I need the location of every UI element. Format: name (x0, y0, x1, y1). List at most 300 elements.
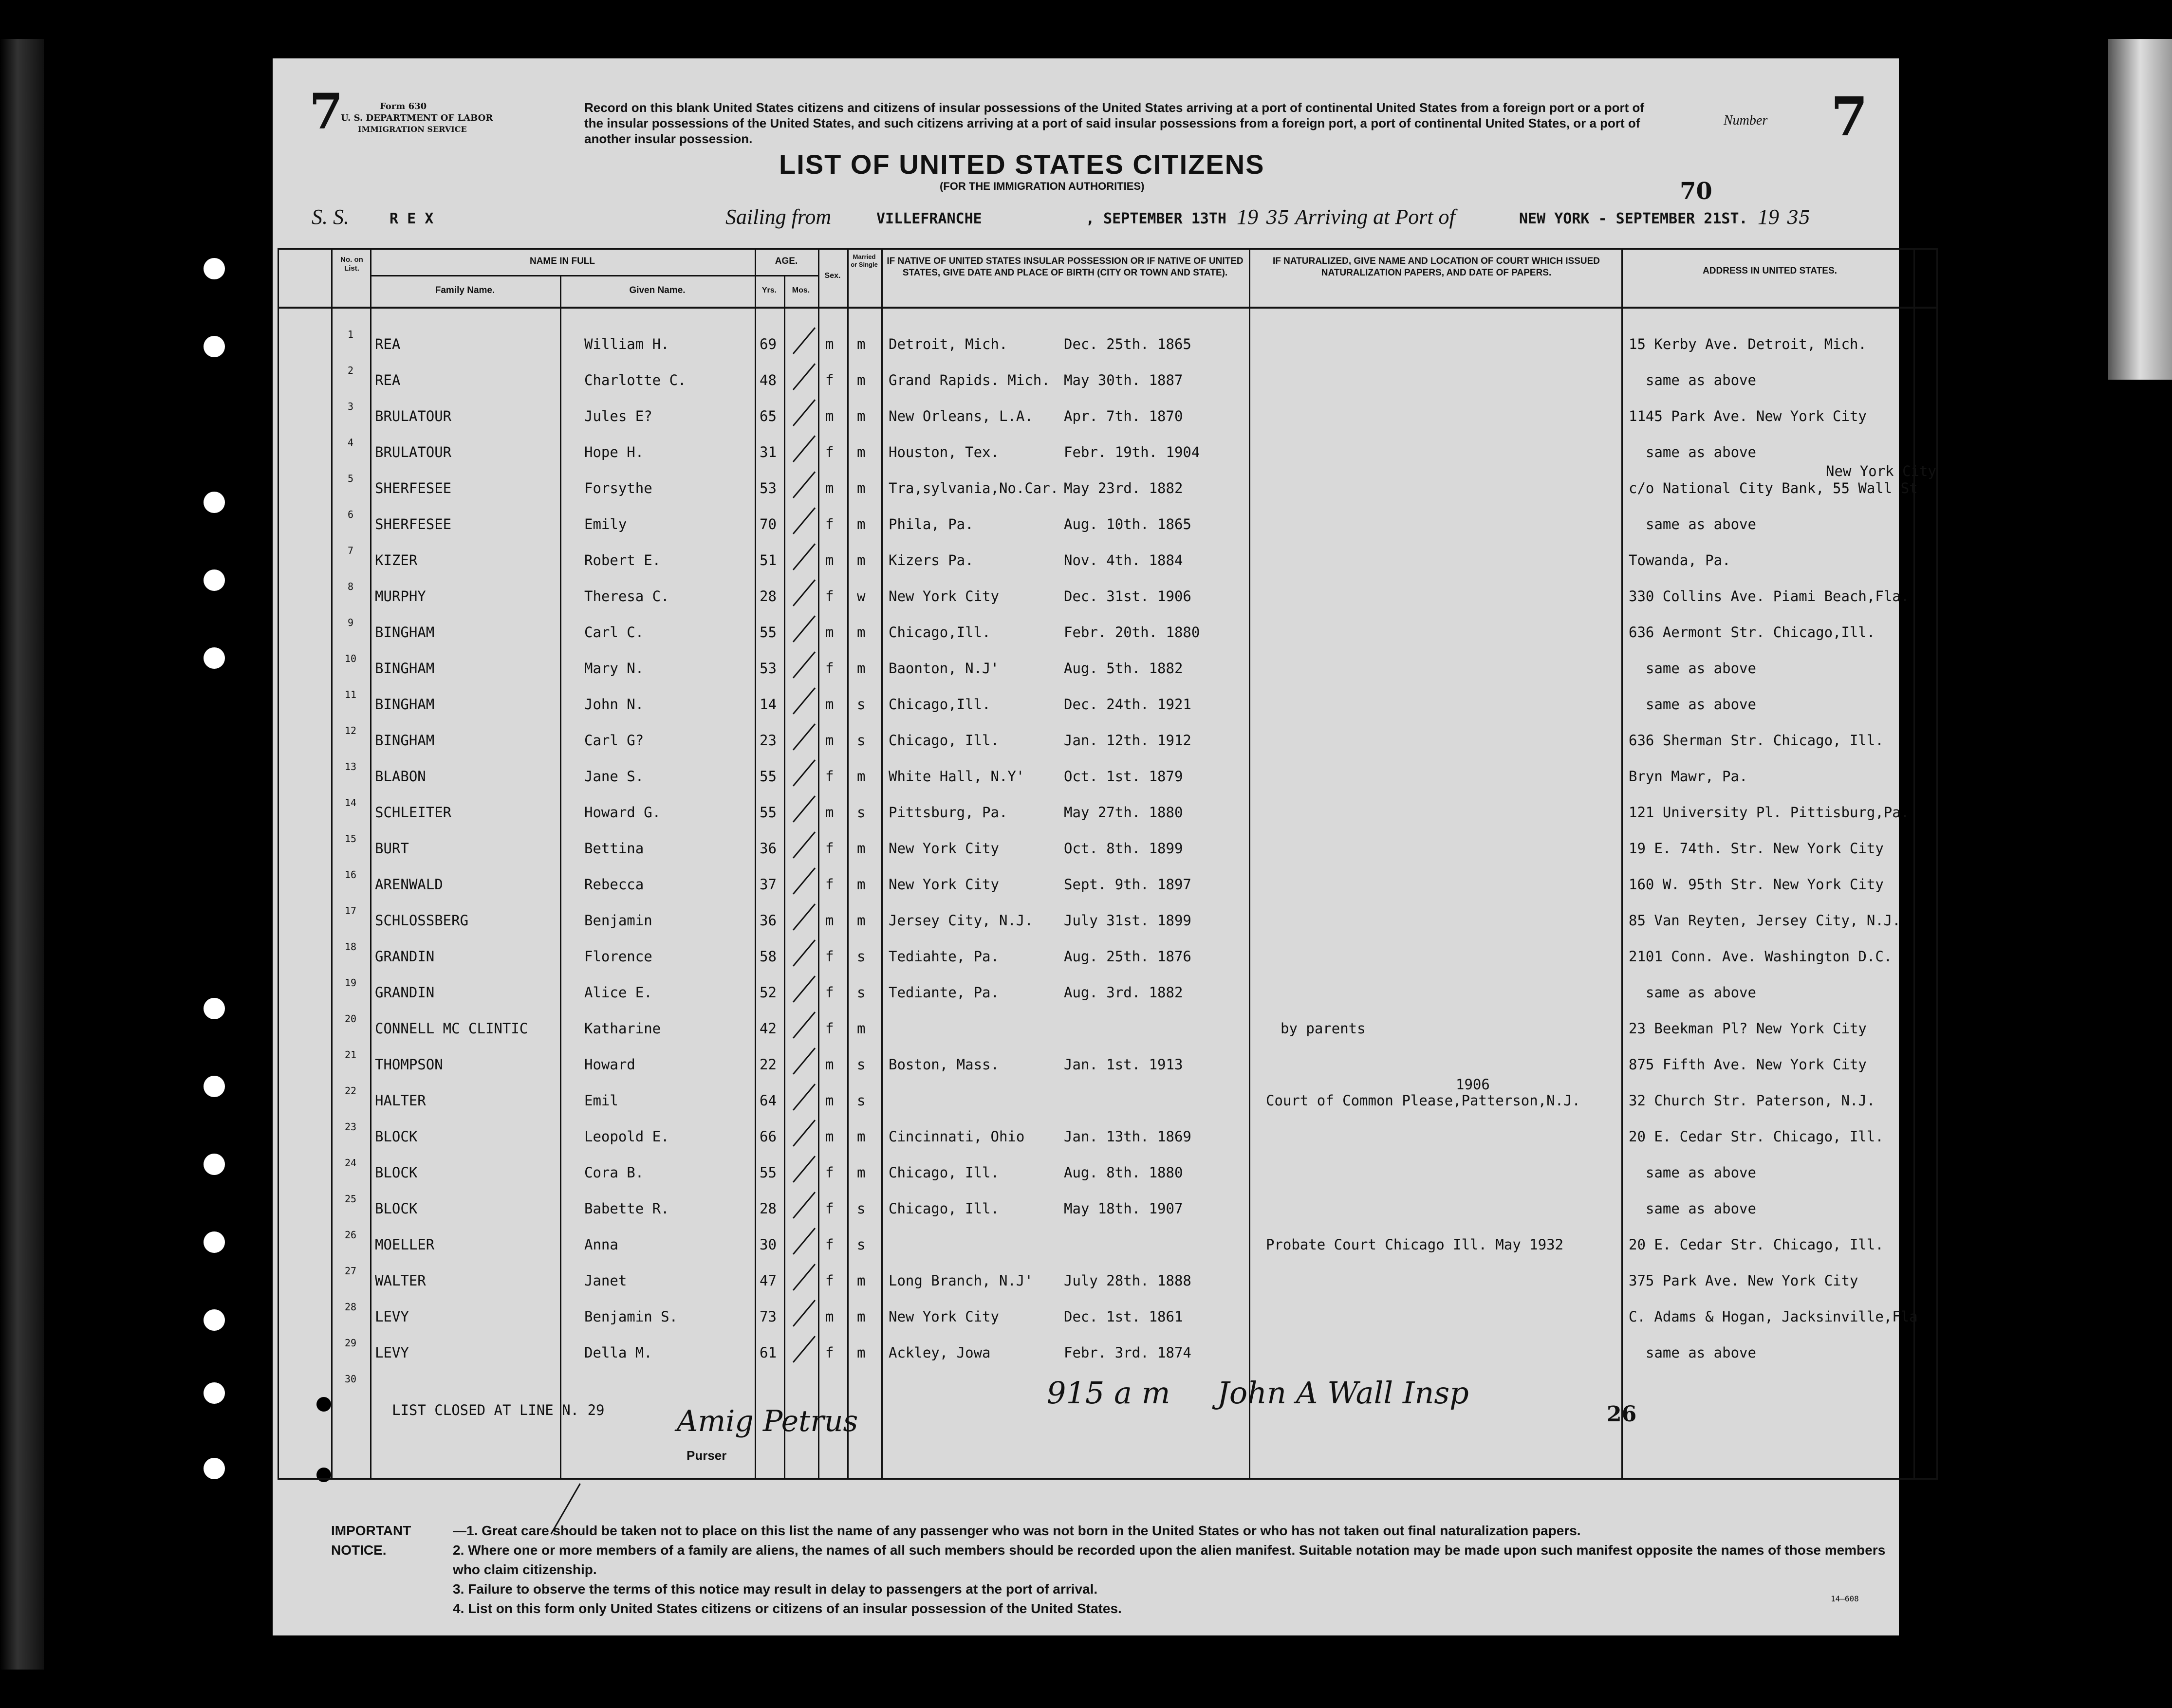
cell-ms: m (857, 1128, 866, 1145)
cell-place: Jersey City, N.J. (889, 912, 1033, 929)
cell-date: Febr. 20th. 1880 (1064, 624, 1200, 641)
cell-place: Chicago,Ill. (889, 624, 991, 641)
cell-given: John N. (584, 696, 644, 713)
cell-sex: m (825, 696, 834, 713)
cell-yrs: 69 (760, 336, 777, 352)
cell-addr: same as above (1646, 516, 1756, 533)
number-value: 7 (1831, 85, 1868, 148)
name-subheader-line (370, 275, 755, 276)
cell-given: Della M. (584, 1344, 652, 1361)
arriving-label: Arriving at Port of (1295, 205, 1455, 229)
cell-place: Kizers Pa. (889, 552, 974, 569)
cell-place: New York City (889, 876, 999, 893)
cell-date: Jan. 13th. 1869 (1064, 1128, 1191, 1145)
table-header-divider (278, 307, 1938, 309)
table-border-top (278, 248, 1938, 250)
cell-addr: same as above (1646, 696, 1756, 713)
cell-addr: 19 E. 74th. Str. New York City (1629, 840, 1884, 857)
binder-hole (204, 1309, 225, 1331)
cell-no: 17 (344, 905, 357, 917)
binder-hole (204, 336, 225, 357)
cell-place: Tediahte, Pa. (889, 948, 999, 965)
cell-given: Benjamin S. (584, 1308, 678, 1325)
year1-prefix: 19 (1237, 205, 1258, 229)
cell-given: Forsythe (584, 480, 652, 496)
cell-given: Babette R. (584, 1200, 669, 1217)
cell-given: Emily (584, 516, 627, 533)
check-mark (793, 327, 816, 354)
cell-ms: s (857, 1056, 866, 1073)
cell-nat-extra: 1906 (1456, 1076, 1490, 1093)
cell-given: Mary N. (584, 660, 644, 677)
col-header-yrs: Yrs. (761, 286, 777, 294)
cell-no: 5 (347, 473, 354, 484)
form-label: Form 630 (380, 101, 427, 111)
cell-ms: s (857, 804, 866, 821)
cell-addr: 20 E. Cedar Str. Chicago, Ill. (1629, 1236, 1884, 1253)
cell-addr: 20 E. Cedar Str. Chicago, Ill. (1629, 1128, 1884, 1145)
cell-no: 27 (344, 1265, 357, 1277)
cell-ms: s (857, 1200, 866, 1217)
cell-date: Dec. 24th. 1921 (1064, 696, 1191, 713)
col-header-sex: Sex. (824, 272, 841, 280)
cell-sex: m (825, 480, 834, 496)
cell-sex: m (825, 804, 834, 821)
cell-ms: m (857, 876, 866, 893)
cell-no: 19 (344, 977, 357, 989)
cell-yrs: 14 (760, 696, 777, 713)
cell-yrs: 52 (760, 984, 777, 1001)
check-mark (793, 435, 816, 462)
cell-date: July 28th. 1888 (1064, 1272, 1191, 1289)
cell-addr: 2101 Conn. Ave. Washington D.C. (1629, 948, 1893, 965)
cell-family: GRANDIN (375, 948, 435, 965)
cell-sex: f (825, 1344, 834, 1361)
cell-place: Baonton, N.J' (889, 660, 999, 677)
cell-given: Carl C. (584, 624, 644, 641)
cell-place: New York City (889, 588, 999, 605)
notice-heading: IMPORTANT NOTICE. (331, 1523, 411, 1558)
cell-place: Tediante, Pa. (889, 984, 999, 1001)
check-mark (793, 1047, 816, 1075)
cell-yrs: 55 (760, 768, 777, 785)
cell-ms: m (857, 912, 866, 929)
cell-given: Cora B. (584, 1164, 644, 1181)
cell-ms: m (857, 408, 866, 424)
cell-given: Jane S. (584, 768, 644, 785)
check-mark (793, 363, 816, 390)
cell-given: Howard (584, 1056, 635, 1073)
cell-sex: f (825, 1272, 834, 1289)
cell-addr: Bryn Mawr, Pa. (1629, 768, 1748, 785)
binder-hole (204, 998, 225, 1019)
col-line (560, 275, 561, 1480)
cell-ms: s (857, 984, 866, 1001)
check-mark (793, 687, 816, 715)
cell-date: Aug. 3rd. 1882 (1064, 984, 1183, 1001)
cell-addr: 160 W. 95th Str. New York City (1629, 876, 1884, 893)
cell-date: Febr. 19th. 1904 (1064, 444, 1200, 460)
notice-item: 2. Where one or more members of a family are aliens, the names of all such members should be recorded upon the alien manifest. Suitable notation may be made upon such manifest opposite the names of those members who claim citizenship. (453, 1543, 1886, 1577)
cell-yrs: 58 (760, 948, 777, 965)
col-line (755, 248, 756, 1480)
cell-no: 29 (344, 1337, 357, 1349)
department-label: U. S. DEPARTMENT OF LABOR (341, 113, 493, 123)
cell-addr: c/o National City Bank, 55 Wall St (1629, 480, 1918, 496)
cell-date: Dec. 25th. 1865 (1064, 336, 1191, 352)
cell-given: Carl G? (584, 732, 644, 749)
col-header-mos: Mos. (792, 286, 810, 294)
cell-date: Nov. 4th. 1884 (1064, 552, 1183, 569)
cell-place: New York City (889, 1308, 999, 1325)
cell-given: Anna (584, 1236, 618, 1253)
check-mark (793, 723, 816, 751)
cell-yrs: 53 (760, 480, 777, 496)
cell-ms: s (857, 948, 866, 965)
cell-given: Charlotte C. (584, 372, 687, 388)
cell-family: SHERFESEE (375, 480, 452, 496)
cell-family: ARENWALD (375, 876, 443, 893)
notice-item: 3. Failure to observe the terms of this notice may result in delay to passengers at the port of arrival. (453, 1581, 1098, 1597)
col-line (370, 248, 371, 1480)
cell-family: LEVY (375, 1344, 409, 1361)
cell-sex: m (825, 912, 834, 929)
cell-sex: f (825, 876, 834, 893)
check-mark (793, 867, 816, 895)
cell-no: 11 (344, 689, 357, 700)
year2-prefix: 19 (1758, 205, 1779, 229)
col-line (818, 248, 819, 1480)
check-mark (793, 1156, 816, 1183)
cell-family: CONNELL MC CLINTIC (375, 1020, 528, 1037)
cell-family: BINGHAM (375, 660, 435, 677)
cell-no: 8 (347, 581, 354, 592)
sailing-port: VILLEFRANCHE (876, 210, 982, 227)
time-note: 915 a m (1047, 1375, 1170, 1411)
cell-yrs: 73 (760, 1308, 777, 1325)
cell-addr: same as above (1646, 1344, 1756, 1361)
arriving-port: NEW YORK - SEPTEMBER 21ST. (1519, 210, 1748, 227)
cell-place: Houston, Tex. (889, 444, 999, 460)
cell-ms: m (857, 1272, 866, 1289)
cell-sex: f (825, 588, 834, 605)
check-mark (793, 507, 816, 534)
page-number: 70 (1680, 178, 1712, 205)
cell-date: Febr. 3rd. 1874 (1064, 1344, 1191, 1361)
cell-nat: Probate Court Chicago Ill. May 1932 (1266, 1236, 1564, 1253)
cell-place: Chicago, Ill. (889, 732, 999, 749)
inspector-signature: John A Wall Insp (1217, 1375, 1469, 1411)
cell-date: Jan. 1st. 1913 (1064, 1056, 1183, 1073)
page-title: LIST OF UNITED STATES CITIZENS (779, 149, 1265, 180)
cell-addr: 875 Fifth Ave. New York City (1629, 1056, 1867, 1073)
binder-hole (204, 1076, 225, 1097)
cell-date: May 23rd. 1882 (1064, 480, 1183, 496)
cell-sex: m (825, 1128, 834, 1145)
cell-no: 14 (344, 797, 357, 808)
cell-family: SHERFESEE (375, 516, 452, 533)
cell-sex: m (825, 1092, 834, 1109)
cell-place: Chicago,Ill. (889, 696, 991, 713)
check-mark (793, 1264, 816, 1291)
purser-label: Purser (687, 1448, 727, 1463)
check-mark (793, 975, 816, 1003)
cell-ms: m (857, 660, 866, 677)
cell-no: 20 (344, 1013, 357, 1025)
cell-ms: m (857, 552, 866, 569)
cell-date: July 31st. 1899 (1064, 912, 1191, 929)
col-header-family: Family Name. (435, 285, 495, 295)
col-header-married: Married or Single (851, 253, 878, 268)
cell-given: Florence (584, 948, 652, 965)
cell-given: Rebecca (584, 876, 644, 893)
cell-no: 4 (347, 437, 354, 448)
cell-place: Cincinnati, Ohio (889, 1128, 1025, 1145)
age-subheader-line (755, 275, 818, 276)
cell-place: New York City (889, 840, 999, 857)
cell-sex: m (825, 336, 834, 352)
cell-ms: m (857, 480, 866, 496)
cell-family: THOMPSON (375, 1056, 443, 1073)
sheet-mark: 7 (309, 83, 343, 140)
cell-addr: 121 University Pl. Pittisburg,Pa. (1629, 804, 1910, 821)
passenger-count: 26 (1607, 1402, 1637, 1427)
cell-yrs: 61 (760, 1344, 777, 1361)
cell-given: Emil (584, 1092, 618, 1109)
list-closed-note: LIST CLOSED AT LINE N. 29 (392, 1402, 605, 1418)
col-line (847, 248, 849, 1480)
cell-place: Tra,sylvania,No.Car. (889, 480, 1059, 496)
cell-place: Pittsburg, Pa. (889, 804, 1008, 821)
cell-family: GRANDIN (375, 984, 435, 1001)
print-code: 14—608 (1831, 1594, 1859, 1603)
cell-sex: f (825, 516, 834, 533)
cell-place: New Orleans, L.A. (889, 408, 1033, 424)
film-edge-right (2108, 39, 2172, 380)
cell-ms: s (857, 696, 866, 713)
cell-yrs: 48 (760, 372, 777, 388)
cell-sex: m (825, 732, 834, 749)
check-mark (793, 795, 816, 823)
table-border-bottom (278, 1478, 1938, 1480)
cell-place: Chicago, Ill. (889, 1200, 999, 1217)
cell-date: Apr. 7th. 1870 (1064, 408, 1183, 424)
cell-ms: m (857, 444, 866, 460)
cell-sex: f (825, 372, 834, 388)
cell-family: BLOCK (375, 1200, 418, 1217)
cell-family: BRULATOUR (375, 408, 452, 424)
cell-date: May 30th. 1887 (1064, 372, 1183, 388)
check-mark (793, 1084, 816, 1111)
cell-place: Phila, Pa. (889, 516, 974, 533)
col-line (278, 248, 279, 1480)
cell-ms: m (857, 336, 866, 352)
cell-ms: m (857, 624, 866, 641)
cell-date: Dec. 31st. 1906 (1064, 588, 1191, 605)
cell-yrs: 37 (760, 876, 777, 893)
cell-date: Oct. 1st. 1879 (1064, 768, 1183, 785)
cell-date: Jan. 12th. 1912 (1064, 732, 1191, 749)
cell-addr: same as above (1646, 372, 1756, 388)
cell-place: Boston, Mass. (889, 1056, 999, 1073)
col-header-name: NAME IN FULL (529, 256, 595, 266)
binder-hole (204, 1231, 225, 1253)
cell-addr: C. Adams & Hogan, Jacksinville,Fla (1629, 1308, 1918, 1325)
col-header-age: AGE. (775, 256, 798, 266)
check-mark (793, 831, 816, 859)
cell-family: BURT (375, 840, 409, 857)
cell-no: 25 (344, 1193, 357, 1205)
binder-hole (204, 492, 225, 513)
cell-sex: f (825, 444, 834, 460)
year2-suffix: 35 (1787, 207, 1811, 228)
cell-family: WALTER (375, 1272, 426, 1289)
cell-date: Dec. 1st. 1861 (1064, 1308, 1183, 1325)
cell-date: Aug. 8th. 1880 (1064, 1164, 1183, 1181)
check-mark (793, 1336, 816, 1363)
cell-addr-extra: New York City (1826, 463, 1936, 479)
cell-yrs: 22 (760, 1056, 777, 1073)
cell-yrs: 36 (760, 912, 777, 929)
cell-yrs: 55 (760, 624, 777, 641)
cell-sex: m (825, 1308, 834, 1325)
cell-date: Oct. 8th. 1899 (1064, 840, 1183, 857)
check-mark (793, 543, 816, 570)
cell-family: REA (375, 336, 401, 352)
cell-family: SCHLEITER (375, 804, 452, 821)
col-line (784, 275, 785, 1480)
cell-addr: 15 Kerby Ave. Detroit, Mich. (1629, 336, 1867, 352)
cell-given: Howard G. (584, 804, 661, 821)
cell-date: Aug. 5th. 1882 (1064, 660, 1183, 677)
cell-ms: m (857, 1308, 866, 1325)
cell-date: May 18th. 1907 (1064, 1200, 1183, 1217)
cell-addr: 636 Sherman Str. Chicago, Ill. (1629, 732, 1884, 749)
cell-nat: by parents (1281, 1020, 1366, 1037)
film-edge-left (0, 39, 44, 1670)
cell-yrs: 55 (760, 1164, 777, 1181)
cell-yrs: 47 (760, 1272, 777, 1289)
sailing-label: Sailing from (725, 205, 832, 229)
col-header-naturalized: IF NATURALIZED, GIVE NAME AND LOCATION OF COURT WHICH ISSUED NATURALIZATION PAPERS, AND DATE OF PAPERS. (1272, 256, 1600, 278)
cell-given: Theresa C. (584, 588, 669, 605)
notice-item: —1. Great care should be taken not to place on this list the name of any passenger who was not born in the United States or who has not taken out final naturalization papers. (453, 1523, 1581, 1538)
check-mark (793, 471, 816, 498)
cell-given: Benjamin (584, 912, 652, 929)
cell-given: Katharine (584, 1020, 661, 1037)
cell-ms: m (857, 768, 866, 785)
cell-no: 22 (344, 1085, 357, 1097)
cell-sex: m (825, 408, 834, 424)
cell-ms: s (857, 1236, 866, 1253)
page-subtitle: (FOR THE IMMIGRATION AUTHORITIES) (940, 180, 1145, 192)
cell-ms: m (857, 1164, 866, 1181)
cell-yrs: 55 (760, 804, 777, 821)
purser-signature: Amig Petrus (677, 1404, 858, 1438)
col-line (1936, 248, 1938, 1480)
cell-addr: 32 Church Str. Paterson, N.J. (1629, 1092, 1875, 1109)
check-mark (793, 1228, 816, 1255)
cell-no: 13 (344, 761, 357, 772)
binder-hole (204, 258, 225, 279)
cell-given: Hope H. (584, 444, 644, 460)
cell-no: 30 (344, 1373, 357, 1385)
check-mark (793, 1192, 816, 1219)
cell-yrs: 66 (760, 1128, 777, 1145)
cell-yrs: 28 (760, 588, 777, 605)
binder-hole (204, 1458, 225, 1479)
cell-no: 21 (344, 1049, 357, 1061)
check-mark (793, 579, 816, 606)
cell-addr: 636 Aermont Str. Chicago,Ill. (1629, 624, 1875, 641)
cell-family: BRULATOUR (375, 444, 452, 460)
cell-date: May 27th. 1880 (1064, 804, 1183, 821)
cell-no: 1 (347, 329, 354, 340)
important-notice (331, 1521, 1889, 1618)
instructions-text: Record on this blank United States citizens and citizens of insular possessions of the United States arriving at a port of continental United States from a foreign port or a port of the insular possessions of the United States, and such citizens arriving at a port of said insular possessions from a foreign port, a port of continental United States, or a port of another insular possession. (584, 100, 1645, 146)
cell-no: 26 (344, 1229, 357, 1241)
col-line (881, 248, 883, 1480)
cell-place: Grand Rapids. Mich. (889, 372, 1050, 388)
check-mark (793, 939, 816, 967)
ss-label: S. S. (312, 205, 349, 229)
cell-family: REA (375, 372, 401, 388)
cell-family: BLABON (375, 768, 426, 785)
check-mark (793, 759, 816, 787)
cell-place: Detroit, Mich. (889, 336, 1008, 352)
cell-addr: 330 Collins Ave. Piami Beach,Fla. (1629, 588, 1910, 605)
cell-family: BINGHAM (375, 624, 435, 641)
cell-no: 7 (347, 545, 354, 556)
cell-family: BLOCK (375, 1164, 418, 1181)
check-mark (793, 615, 816, 643)
cell-nat: Court of Common Please,Patterson,N.J. (1266, 1092, 1581, 1109)
cell-sex: f (825, 1020, 834, 1037)
cell-given: Robert E. (584, 552, 661, 569)
cell-no: 16 (344, 869, 357, 881)
cell-addr: same as above (1646, 1200, 1756, 1217)
binder-hole (204, 1382, 225, 1404)
cell-ms: m (857, 372, 866, 388)
cell-yrs: 51 (760, 552, 777, 569)
col-header-birth: IF NATIVE OF UNITED STATES INSULAR POSSESSION OR IF NATIVE OF UNITED STATES, GIVE DATE AND PLACE OF BIRTH (CITY OR TOWN AND STATE). (887, 256, 1244, 278)
check-mark (793, 1300, 816, 1327)
cell-addr: 375 Park Ave. New York City (1629, 1272, 1858, 1289)
cell-sex: f (825, 948, 834, 965)
number-label: Number (1724, 113, 1768, 128)
cell-no: 15 (344, 833, 357, 845)
cell-ms: s (857, 732, 866, 749)
cell-no: 24 (344, 1157, 357, 1169)
cell-no: 6 (347, 509, 354, 520)
cell-addr: same as above (1646, 1164, 1756, 1181)
cell-yrs: 31 (760, 444, 777, 460)
check-mark (793, 903, 816, 931)
cell-sex: m (825, 552, 834, 569)
cell-date: Aug. 25th. 1876 (1064, 948, 1191, 965)
cell-sex: m (825, 624, 834, 641)
service-label: IMMIGRATION SERVICE (358, 125, 467, 134)
cell-no: 2 (347, 365, 354, 376)
cell-yrs: 70 (760, 516, 777, 533)
cell-yrs: 36 (760, 840, 777, 857)
cell-sex: m (825, 1056, 834, 1073)
cell-place: Long Branch, N.J' (889, 1272, 1033, 1289)
cell-given: William H. (584, 336, 669, 352)
cell-addr: same as above (1646, 984, 1756, 1001)
cell-yrs: 28 (760, 1200, 777, 1217)
notice-item: 4. List on this form only United States citizens or citizens of an insular possession of the United States. (453, 1601, 1122, 1616)
